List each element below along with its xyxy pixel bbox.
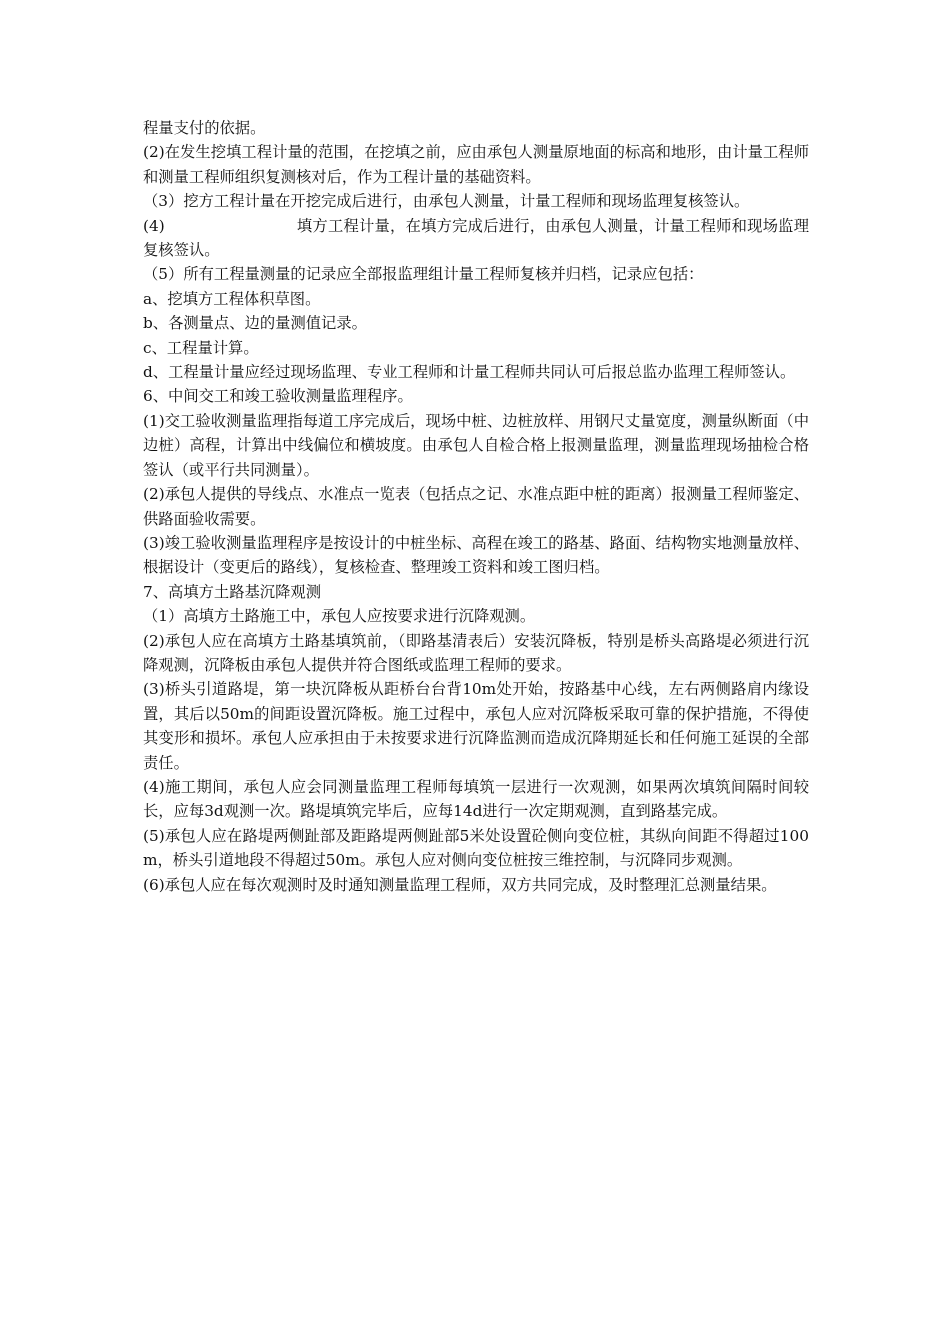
- paragraph: (1)交工验收测量监理指每道工序完成后，现场中桩、边桩放样、用钢尺丈量宽度，测量纵断面（中边桩）高程，计算出中线偏位和横坡度。由承包人自检合格上报测量监理，测量监理现场抽检合格签认（或平行共同测量）。: [143, 411, 809, 479]
- section-heading: 7、高填方土路基沉降观测: [143, 582, 321, 601]
- paragraph: (3)竣工验收测量监理程序是按设计的中桩坐标、高程在竣工的路基、路面、结构物实地测量放样、根据设计（变更后的路线），复核检查、整理竣工资料和竣工图归档。: [143, 533, 809, 577]
- paragraph: d、工程量计量应经过现场监理、专业工程师和计量工程师共同认可后报总监办监理工程师签认。: [143, 363, 796, 382]
- paragraph: (3)桥头引道路堤，第一块沉降板从距桥台台背10m处开始，按路基中心线，左右两侧路肩内缘设置，其后以50m的间距设置沉降板。施工过程中，承包人应对沉降板采取可靠的保护措施，不得使其变形和损坏。承包人应承担由于未按要求进行沉降监测而造成沉降期延长和任何施工延误的全部责任。: [143, 680, 809, 772]
- paragraph: c、工程量计算。: [143, 338, 259, 357]
- paragraph: （3）挖方工程计量在开挖完成后进行，由承包人测量，计量工程师和现场监理复核签认。: [143, 192, 750, 211]
- paragraph: b、各测量点、边的量测值记录。: [143, 314, 367, 333]
- paragraph-text: 填方工程计量，在填方完成后进行，由承包人测量，计量工程师和现场监理复核签认。: [143, 216, 809, 260]
- paragraph: (2)承包人提供的导线点、水准点一览表（包括点之记、水准点距中桩的距离）报测量工程师鉴定、供路面验收需要。: [143, 485, 809, 528]
- section-heading: 6、中间交工和竣工验收测量监理程序。: [143, 387, 413, 406]
- paragraph: (2)承包人应在高填方土路基填筑前，（即路基清表后）安装沉降板，特别是桥头高路堤必须进行沉降观测，沉降板由承包人提供并符合图纸或监理工程师的要求。: [143, 631, 809, 674]
- paragraph: (5)承包人应在路堤两侧趾部及距路堤两侧趾部5米处设置砼侧向变位桩，其纵向间距不得超过100m，桥头引道地段不得超过50m。承包人应对侧向变位桩按三维控制，与沉降同步观测。: [143, 826, 809, 870]
- paragraph: (4)施工期间，承包人应会同测量监理工程师每填筑一层进行一次观测，如果两次填筑间隔时间较长，应每3d观测一次。路堤填筑完毕后，应每14d进行一次定期观测，直到路基完成。: [143, 777, 809, 821]
- paragraph: (2)在发生挖填工程计量的范围，在挖填之前，应由承包人测量原地面的标高和地形，由计量工程师和测量工程师组织复测核对后，作为工程计量的基础资料。: [143, 143, 809, 186]
- paragraph: （1）高填方土路施工中，承包人应按要求进行沉降观测。: [143, 607, 536, 626]
- paragraph: （5）所有工程量测量的记录应全部报监理组计量工程师复核并归档，记录应包括：: [143, 265, 704, 284]
- paragraph: (6)承包人应在每次观测时及时通知测量监理工程师，双方共同完成，及时整理汇总测量结果。: [143, 875, 777, 894]
- paragraph: a、挖填方工程体积草图。: [143, 289, 321, 308]
- paragraph: 程量支付的依据。: [143, 119, 266, 137]
- document-body: [143, 116, 809, 897]
- paragraph: [143, 214, 809, 263]
- paragraph-number: (4): [143, 216, 165, 235]
